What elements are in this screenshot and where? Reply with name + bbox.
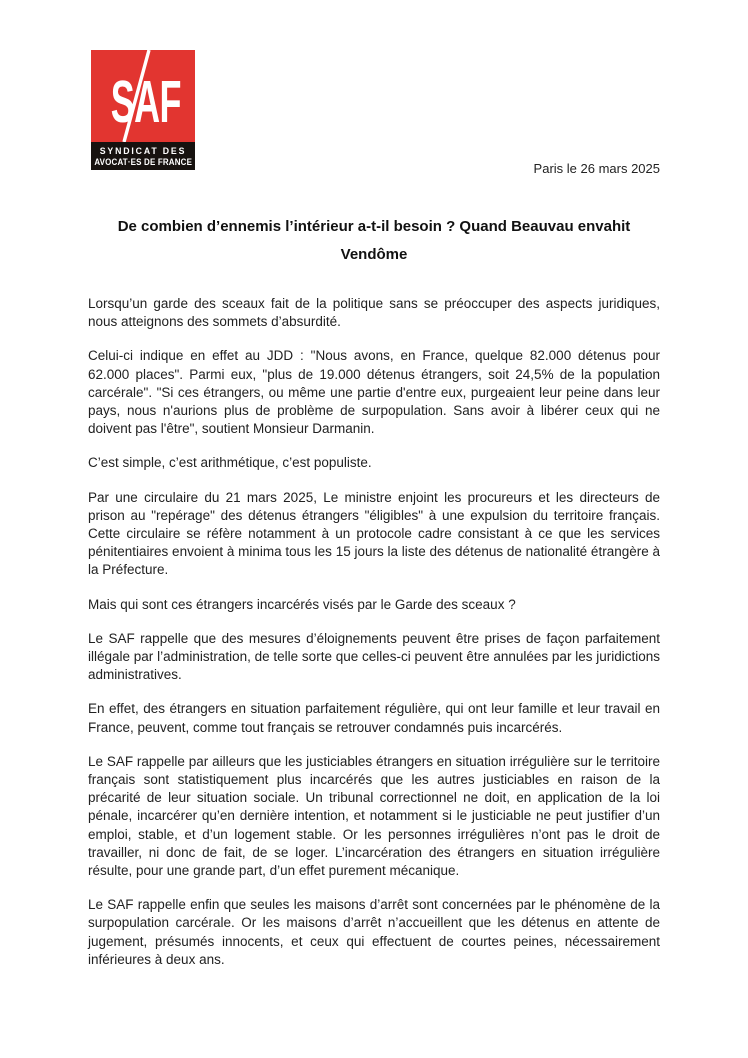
body-paragraph: C’est simple, c’est arithmétique, c’est populiste. — [88, 455, 372, 471]
document-title: De combien d’ennemis l’intérieur a-t-il besoin ? Quand Beauvau envahit Vendôme — [117, 218, 631, 263]
body-paragraph: Le SAF rappelle que des mesures d’éloignements peuvent être prises de façon parfaitement illégale par l’administration, de telle sorte que celles-ci peuvent être annulées par les juridictions administratives. — [88, 630, 660, 683]
body-paragraph: Par une circulaire du 21 mars 2025, Le ministre enjoint les procureurs et les directeurs de prison au "repérage" des détenus étrangers "éligibles" à une expulsion du territoire français. Cette circulaire se réfère notamment à un protocole cadre consistant à ce que les services pénitentiaires envoient à minima tous les 15 jours la liste des détenus de nationalité étrangère à la Préfecture. — [88, 489, 660, 578]
logo-org-line1: SYNDICAT DES — [99, 145, 187, 157]
saf-logo — [91, 50, 195, 170]
body-paragraph: Le SAF rappelle par ailleurs que les justiciables étrangers en situation irrégulière sur le territoire français sont statistiquement plus incarcérés que les autres justiciables en raison de la précarité de leur situation sociale. Un tribunal correctionnel ne doit, en application de la loi pénale, incarcérer qu’en dernière intention, et notamment si le justiciable ne peut justifier d’un emploi, stable, et d’un logement stable. Or les personnes irrégulières n’ont pas le droit de travailler, ni donc de fait, de se loger. L’incarcération des étrangers en situation irrégulière résulte, pour une grande part, d’un effet purement mécanique. — [88, 753, 660, 879]
body-paragraph: Lorsqu’un garde des sceaux fait de la politique sans se préoccuper des aspects juridiques, nous atteignons des sommets d’absurdité. — [88, 296, 660, 330]
body-paragraph: Celui-ci indique en effet au JDD : "Nous avons, en France, quelque 82.000 détenus pour 62.000 places". Parmi eux, "plus de 19.000 détenus étrangers, soit 24,5% de la population carcérale". "Si ces étrangers, ou même une partie d'entre eux, purgeaient leur peine dans leur pays, nous n'aurions plus de problème de surpopulation. Sans avoir à libérer ceux qui ne doivent pas l'être", soutient Monsieur Darmanin. — [88, 348, 660, 437]
body-paragraph: Le SAF rappelle enfin que seules les maisons d’arrêt sont concernées par le phénomène de la surpopulation carcérale. Or les maisons d’arrêt n’accueillent que les détenus en attente de jugement, présumés innocents, et ceux qui effectuent de courtes peines, nécessairement inférieures à deux ans. — [88, 897, 660, 967]
document-content — [88, 213, 660, 985]
document-body — [88, 295, 660, 969]
body-paragraph: En effet, des étrangers en situation parfaitement régulière, qui ont leur famille et leur travail en France, peuvent, comme tout français se retrouver condamnés puis incarcérés. — [88, 701, 660, 735]
body-paragraph: Mais qui sont ces étrangers incarcérés visés par le Garde des sceaux ? — [88, 596, 516, 612]
dateline: Paris le 26 mars 2025 — [533, 161, 660, 176]
logo-org-line2: AVOCAT·ES DE FRANCE — [94, 156, 192, 168]
logo-acronym: SAF — [110, 68, 181, 136]
saf-logo-mark — [91, 50, 195, 142]
